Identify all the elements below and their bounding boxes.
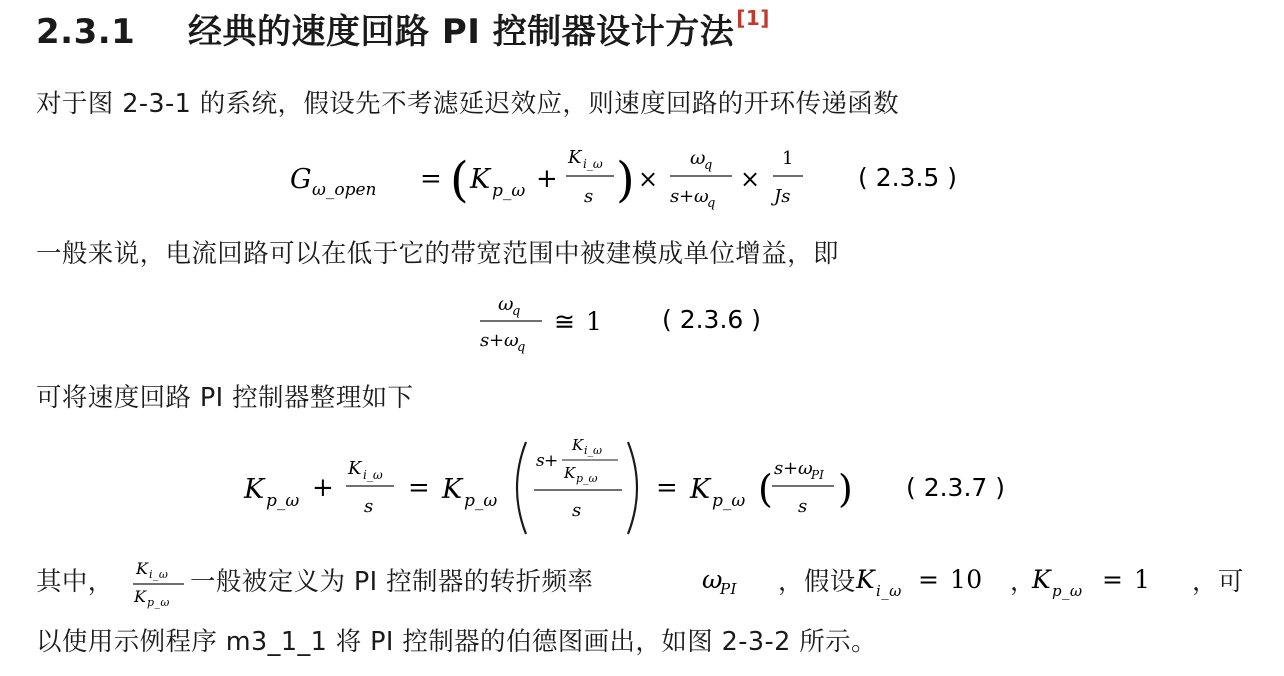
p4-ki-eq: = bbox=[918, 565, 940, 594]
eq1-paren-left: ( bbox=[450, 152, 469, 208]
eq1-frac2-den-q: q bbox=[707, 196, 716, 211]
p4-ki-K: K bbox=[856, 565, 876, 594]
eq3-plus: + bbox=[312, 473, 334, 503]
eq3-paren-left: ( bbox=[758, 467, 773, 511]
eq3-equals1: = bbox=[408, 473, 430, 503]
p4-middle: 一般被定义为 PI 控制器的转折频率 bbox=[190, 567, 594, 597]
eq3-K2: K bbox=[442, 474, 463, 505]
eq1-K-sub: p_ω bbox=[492, 181, 526, 201]
eq3-inner-num-sub: i_ω bbox=[584, 444, 602, 457]
paragraph-3: 可将速度回路 PI 控制器整理如下 bbox=[36, 383, 414, 413]
eq3-bigparen-left bbox=[517, 442, 526, 534]
p4-kp-sub: p_ω bbox=[1052, 582, 1083, 600]
p4-lead: 其中， bbox=[36, 567, 114, 597]
p4-frac-den-K: K bbox=[134, 587, 147, 606]
eq1-frac1-num-K: K bbox=[568, 147, 582, 168]
p4-frac-num-sub: i_ω bbox=[149, 568, 169, 581]
eq1-G: G bbox=[290, 164, 312, 195]
eq3-K3: K bbox=[690, 474, 711, 505]
eq3-inner-num-K: K bbox=[572, 436, 584, 454]
eq3-frac-num-K: K bbox=[348, 458, 362, 479]
eq3-fr2-num-w: ω bbox=[798, 458, 813, 479]
eq3-K1-sub: p_ω bbox=[266, 491, 300, 511]
eq1-times2: × bbox=[740, 165, 761, 193]
paragraph-5: 以使用示例程序 m3_1_1 将 PI 控制器的伯德图画出，如图 2-3-2 所示。 bbox=[36, 627, 877, 657]
eq3-bigparen-right bbox=[628, 442, 637, 534]
eq1-label: ( 2.3.5 ) bbox=[858, 163, 958, 192]
eq3-K1: K bbox=[244, 474, 265, 505]
eq2-one: 1 bbox=[586, 307, 602, 336]
eq1-frac2-num-w: ω bbox=[690, 147, 706, 169]
eq3-inner-s: s bbox=[536, 451, 545, 471]
p4-frac-den-sub: p_ω bbox=[147, 596, 170, 609]
p4-tail: ，可 bbox=[1192, 567, 1244, 597]
eq2-num-q: q bbox=[512, 304, 521, 319]
eq3-K3-sub: p_ω bbox=[712, 491, 746, 511]
equation-2-3-7 bbox=[240, 428, 1060, 548]
eq3-paren-right: ) bbox=[838, 467, 853, 511]
eq2-den-s: s bbox=[480, 330, 490, 351]
eq3-frac-den: s bbox=[364, 496, 374, 517]
eq3-fr2-num-plus: + bbox=[783, 458, 799, 479]
reference-link[interactable]: [1] bbox=[736, 6, 770, 30]
eq1-G-subscript: ω_open bbox=[312, 180, 377, 200]
p4-kp-val: 1 bbox=[1134, 565, 1151, 594]
eq1-equals: = bbox=[420, 164, 442, 194]
section-heading bbox=[36, 4, 770, 53]
p4-sep: ， bbox=[1010, 567, 1036, 597]
eq1-frac3-num: 1 bbox=[782, 148, 794, 169]
p4-kp-value bbox=[1030, 560, 1190, 602]
eq3-inner-den-sub: p_ω bbox=[576, 472, 598, 485]
eq2-den-plus: + bbox=[489, 330, 505, 351]
eq3-inner-plus: + bbox=[544, 451, 559, 471]
paragraph-2: 一般来说，电流回路可以在低于它的带宽范围中被建模成单位增益，即 bbox=[36, 239, 839, 269]
paragraph-1: 对于图 2-3-1 的系统，假设先不考滤延迟效应，则速度回路的开环传递函数 bbox=[36, 89, 900, 119]
eq3-equals2: = bbox=[656, 473, 678, 503]
p4-omega-sub: PI bbox=[720, 580, 737, 598]
p4-omega: ω bbox=[702, 565, 723, 594]
eq3-fr2-num-PI: PI bbox=[811, 468, 824, 482]
eq2-den-q: q bbox=[517, 340, 526, 355]
eq3-fr2-den: s bbox=[798, 496, 808, 517]
p4-ki-sub: i_ω bbox=[876, 582, 902, 600]
eq2-den-w: ω bbox=[504, 330, 519, 351]
eq1-paren-right: ) bbox=[616, 152, 635, 208]
p4-omega-pi bbox=[700, 560, 780, 600]
eq3-label: ( 2.3.7 ) bbox=[906, 473, 1006, 502]
eq1-frac2-num-q: q bbox=[704, 158, 713, 173]
eq1-K: K bbox=[470, 164, 491, 195]
eq1-frac2-den-plus: + bbox=[679, 186, 695, 207]
eq3-fr2-num-s: s bbox=[774, 458, 784, 479]
p4-kp-K: K bbox=[1032, 565, 1052, 594]
eq1-frac1-num-sub: i_ω bbox=[583, 157, 603, 171]
eq1-plus: + bbox=[536, 164, 558, 194]
p4-assume: ，假设 bbox=[778, 567, 856, 597]
p4-fraction bbox=[130, 554, 190, 612]
p4-kp-eq: = bbox=[1102, 565, 1124, 594]
eq2-num-w: ω bbox=[498, 293, 514, 315]
eq3-K2-sub: p_ω bbox=[464, 491, 498, 511]
eq2-approx: ≅ bbox=[554, 307, 575, 336]
p4-ki-val: 10 bbox=[950, 565, 983, 594]
eq1-frac2-den-s: s bbox=[670, 186, 680, 207]
eq3-frac-num-sub: i_ω bbox=[363, 468, 383, 482]
p4-ki-value bbox=[854, 560, 1014, 602]
section-number: 2.3.1 bbox=[36, 12, 136, 52]
eq1-times1: × bbox=[638, 165, 659, 193]
eq1-frac2-den-w: ω bbox=[694, 186, 709, 207]
equation-2-3-5 bbox=[280, 140, 1000, 218]
equation-2-3-6 bbox=[476, 288, 816, 356]
eq1-frac1-den: s bbox=[584, 186, 594, 207]
eq1-frac3-den: Js bbox=[774, 186, 791, 207]
section-title: 经典的速度回路 PI 控制器设计方法 bbox=[188, 12, 735, 52]
eq2-label: ( 2.3.6 ) bbox=[662, 305, 762, 334]
p4-frac-num-K: K bbox=[136, 559, 149, 578]
eq3-mid-den: s bbox=[572, 500, 582, 521]
eq3-inner-den-K: K bbox=[564, 464, 576, 482]
